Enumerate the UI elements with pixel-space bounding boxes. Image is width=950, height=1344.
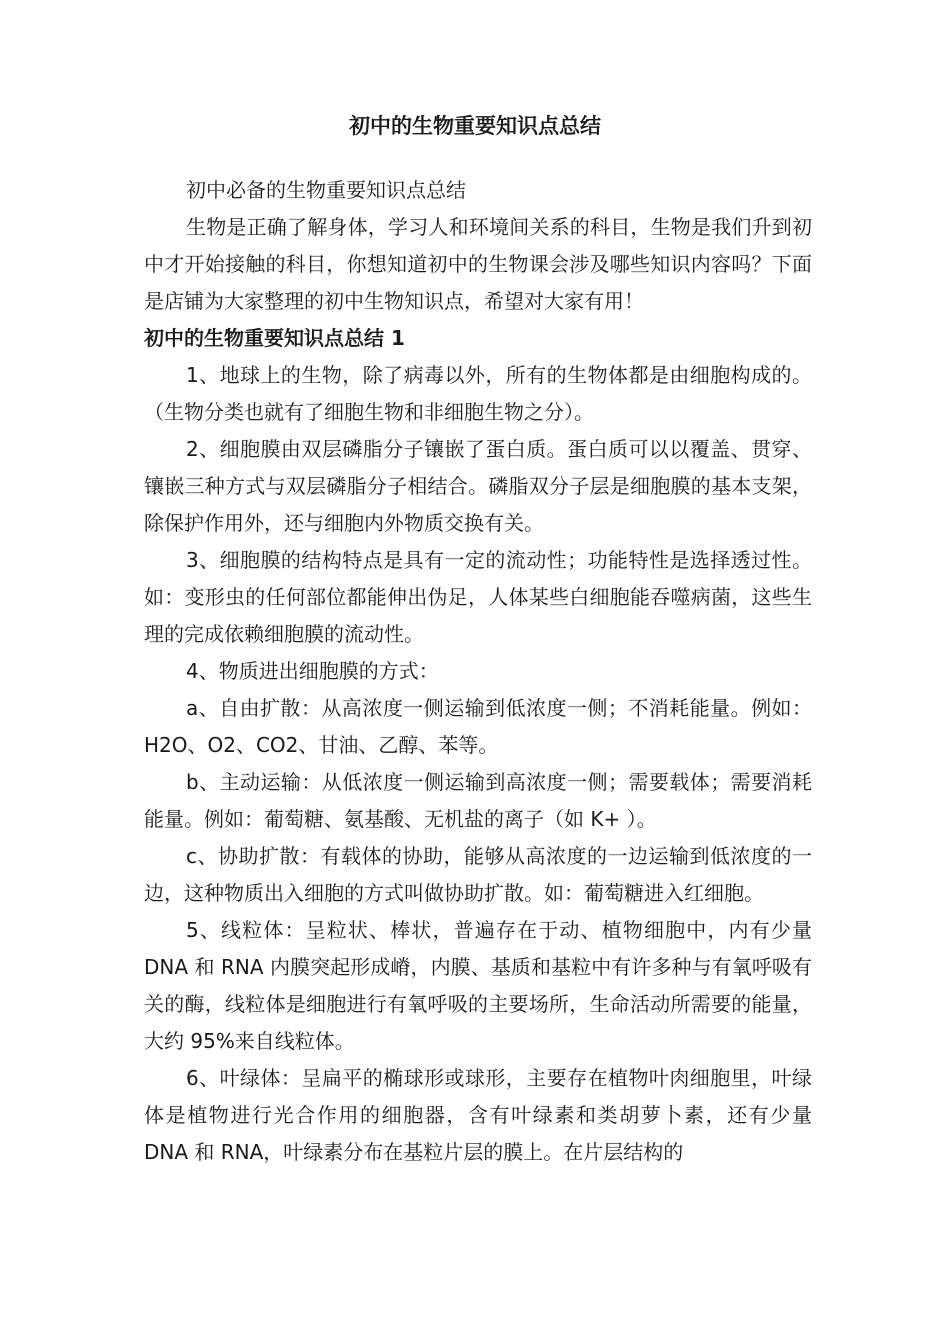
document-subtitle: 初中必备的生物重要知识点总结 — [186, 178, 466, 202]
section-heading: 初中的生物重要知识点总结 1 — [144, 326, 405, 350]
document-title: 初中的生物重要知识点总结 — [349, 114, 601, 138]
paragraph-4b: b、主动运输：从低浓度一侧运输到高浓度一侧；需要载体；需要消耗能量。例如：葡萄糖、氨基酸、无机盐的离子（如 K+ ）。 — [144, 770, 812, 831]
intro-paragraph: 生物是正确了解身体，学习人和环境间关系的科目，生物是我们升到初中才开始接触的科目，你想知道初中的生物课会涉及哪些知识内容吗？下面是店铺为大家整理的初中生物知识点，希望对大家有用！ — [144, 215, 812, 313]
paragraph-2: 2、细胞膜由双层磷脂分子镶嵌了蛋白质。蛋白质可以以覆盖、贯穿、镶嵌三种方式与双层磷脂分子相结合。磷脂双分子层是细胞膜的基本支架，除保护作用外，还与细胞内外物质交换有关。 — [144, 437, 812, 535]
document-body — [144, 172, 812, 1171]
paragraph-5: 5、线粒体：呈粒状、棒状，普遍存在于动、植物细胞中，内有少量 DNA 和 RNA 内膜突起形成嵴，内膜、基质和基粒中有许多种与有氧呼吸有关的酶，线粒体是细胞进行有氧呼吸的主要场所，生命活动所需要的能量，大约 95%来自线粒体。 — [144, 918, 812, 1053]
paragraph-1: 1、地球上的生物，除了病毒以外，所有的生物体都是由细胞构成的。（生物分类也就有了细胞生物和非细胞生物之分）。 — [144, 363, 812, 424]
paragraph-3: 3、细胞膜的结构特点是具有一定的流动性；功能特性是选择透过性。如：变形虫的任何部位都能伸出伪足，人体某些白细胞能吞噬病菌，这些生理的完成依赖细胞膜的流动性。 — [144, 548, 812, 646]
paragraph-4: 4、物质进出细胞膜的方式： — [186, 659, 439, 683]
paragraph-4a: a、自由扩散：从高浓度一侧运输到低浓度一侧；不消耗能量。例如：H2O、O2、CO2、甘油、乙醇、苯等。 — [144, 696, 812, 757]
paragraph-4c: c、协助扩散：有载体的协助，能够从高浓度的一边运输到低浓度的一边，这种物质出入细胞的方式叫做协助扩散。如：葡萄糖进入红细胞。 — [144, 844, 812, 905]
paragraph-6: 6、叶绿体：呈扁平的椭球形或球形，主要存在植物叶肉细胞里，叶绿体是植物进行光合作用的细胞器，含有叶绿素和类胡萝卜素，还有少量 DNA 和 RNA，叶绿素分布在基粒片层的膜上。在片层结构的 — [144, 1066, 812, 1164]
